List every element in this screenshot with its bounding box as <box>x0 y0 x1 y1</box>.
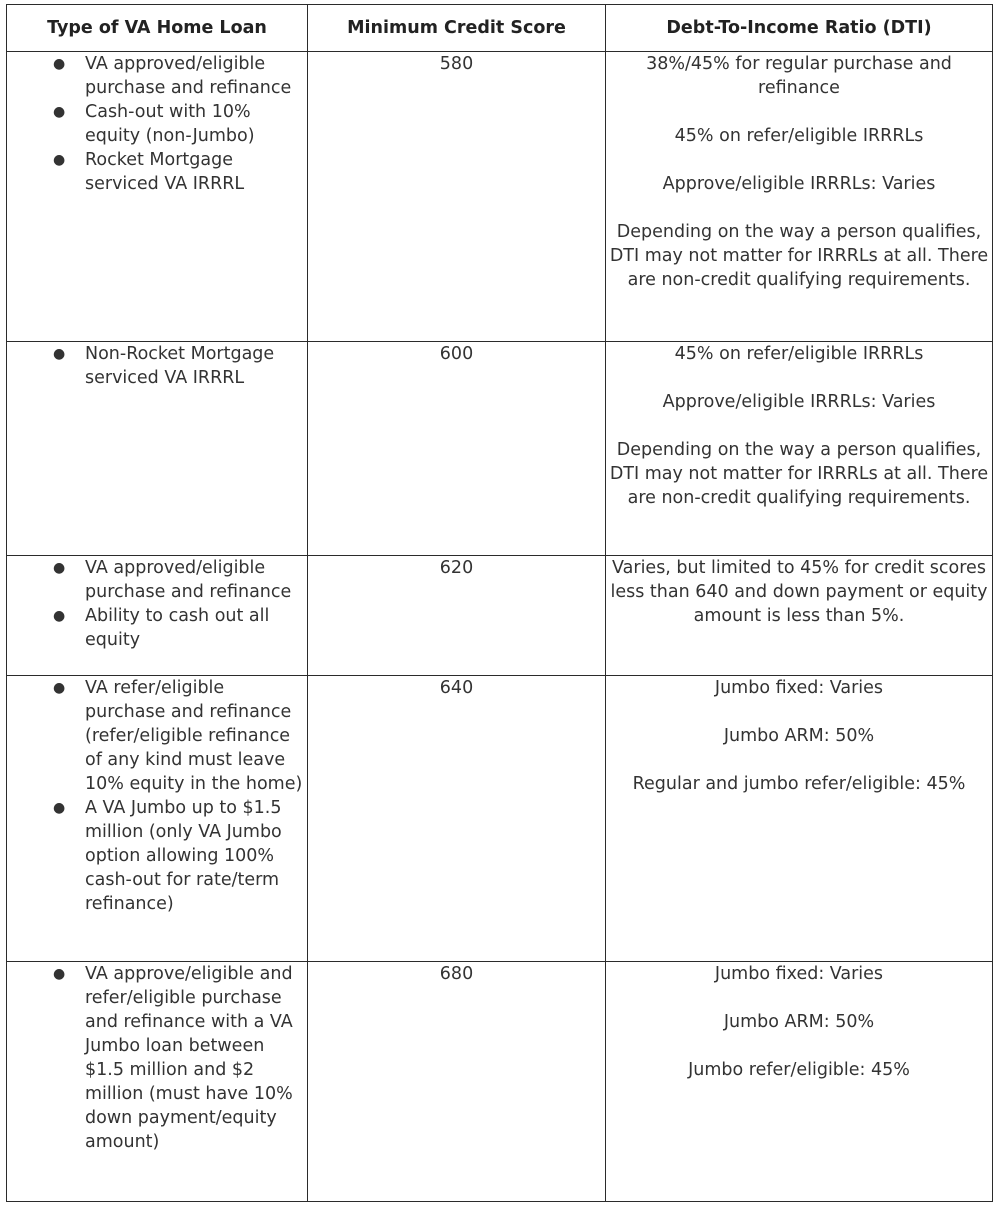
dti-line: Jumbo ARM: 50% <box>723 1012 875 1032</box>
dti-line: Depending on the way a person qualifies, DTI may not matter for IRRRLs at all. There are non-credit qualifying requirements. <box>609 440 989 508</box>
dti-line: Approve/eligible IRRRLs: Varies <box>662 392 936 412</box>
bullet-icon: ● <box>53 346 66 362</box>
loan-type-item <box>7 962 307 1154</box>
loan-type-text: VA approved/eligible purchase and refinance <box>85 54 292 98</box>
dti-line: Jumbo fixed: Varies <box>714 678 884 698</box>
dti-cell <box>606 342 993 556</box>
header-dti: Debt-To-Income Ratio (DTI) <box>606 5 993 52</box>
dti-line: Regular and jumbo refer/eligible: 45% <box>632 774 966 794</box>
bullet-icon: ● <box>53 56 66 72</box>
dti-line: Approve/eligible IRRRLs: Varies <box>662 174 936 194</box>
loan-type-item <box>7 796 307 916</box>
dti-line: 45% on refer/eligible IRRRLs <box>674 126 924 146</box>
loan-type-list <box>7 342 307 390</box>
loan-type-item <box>7 342 307 390</box>
dti-cell <box>606 676 993 962</box>
bullet-icon: ● <box>53 800 66 816</box>
dti-cell <box>606 962 993 1202</box>
credit-score-cell: 680 <box>308 962 606 1202</box>
loan-type-text: VA refer/eligible purchase and refinance (refer/eligible refinance of any kind must leave 10% equity in the home) <box>85 678 303 794</box>
dti-line: 45% on refer/eligible IRRRLs <box>674 344 924 364</box>
credit-score-cell: 620 <box>308 556 606 676</box>
va-loan-requirements-table <box>6 4 993 1202</box>
dti-line: 38%/45% for regular purchase and refinance <box>646 54 952 98</box>
loan-type-text: Ability to cash out all equity <box>85 606 270 650</box>
credit-score-cell: 640 <box>308 676 606 962</box>
bullet-icon: ● <box>53 560 66 576</box>
loan-type-cell <box>7 962 308 1202</box>
loan-type-list <box>7 556 307 652</box>
loan-type-cell <box>7 556 308 676</box>
dti-line: Jumbo fixed: Varies <box>714 964 884 984</box>
loan-type-text: A VA Jumbo up to $1.5 million (only VA Jumbo option allowing 100% cash-out for rate/term refinance) <box>85 798 282 914</box>
dti-line: Jumbo refer/eligible: 45% <box>688 1060 910 1080</box>
dti-cell <box>606 556 993 676</box>
header-min-credit-score: Minimum Credit Score <box>308 5 606 52</box>
header-row <box>7 5 993 52</box>
bullet-icon: ● <box>53 104 66 120</box>
loan-type-cell <box>7 52 308 342</box>
dti-line: Jumbo ARM: 50% <box>723 726 875 746</box>
bullet-icon: ● <box>53 680 66 696</box>
credit-score-cell: 600 <box>308 342 606 556</box>
dti-cell <box>606 52 993 342</box>
credit-score-cell: 580 <box>308 52 606 342</box>
loan-type-cell <box>7 676 308 962</box>
dti-line: Depending on the way a person qualifies, DTI may not matter for IRRRLs at all. There are non-credit qualifying requirements. <box>609 222 989 290</box>
table-row <box>7 962 993 1202</box>
table-row <box>7 676 993 962</box>
loan-type-text: Cash-out with 10% equity (non-Jumbo) <box>85 102 255 146</box>
loan-type-item <box>7 676 307 796</box>
loan-type-list <box>7 676 307 916</box>
loan-type-item <box>7 604 307 652</box>
table-body <box>7 52 993 1202</box>
loan-type-item <box>7 100 307 148</box>
loan-type-item <box>7 556 307 604</box>
bullet-icon: ● <box>53 152 66 168</box>
loan-type-text: VA approved/eligible purchase and refinance <box>85 558 292 602</box>
loan-type-text: Rocket Mortgage serviced VA IRRRL <box>85 150 245 194</box>
table-header <box>7 5 993 52</box>
loan-type-item <box>7 52 307 100</box>
loan-type-list <box>7 52 307 196</box>
dti-line: Varies, but limited to 45% for credit scores less than 640 and down payment or equity amount is less than 5%. <box>610 558 988 626</box>
table-row <box>7 342 993 556</box>
loan-type-list <box>7 962 307 1154</box>
loan-type-item <box>7 148 307 196</box>
loan-type-text: VA approve/eligible and refer/eligible purchase and refinance with a VA Jumbo loan between $1.5 million and $2 million (must have 10% down payment/equity amount) <box>85 964 293 1152</box>
loan-type-text: Non-Rocket Mortgage serviced VA IRRRL <box>85 344 275 388</box>
bullet-icon: ● <box>53 966 66 982</box>
loan-type-cell <box>7 342 308 556</box>
table-row <box>7 52 993 342</box>
header-loan-type: Type of VA Home Loan <box>7 5 308 52</box>
bullet-icon: ● <box>53 608 66 624</box>
table-row <box>7 556 993 676</box>
